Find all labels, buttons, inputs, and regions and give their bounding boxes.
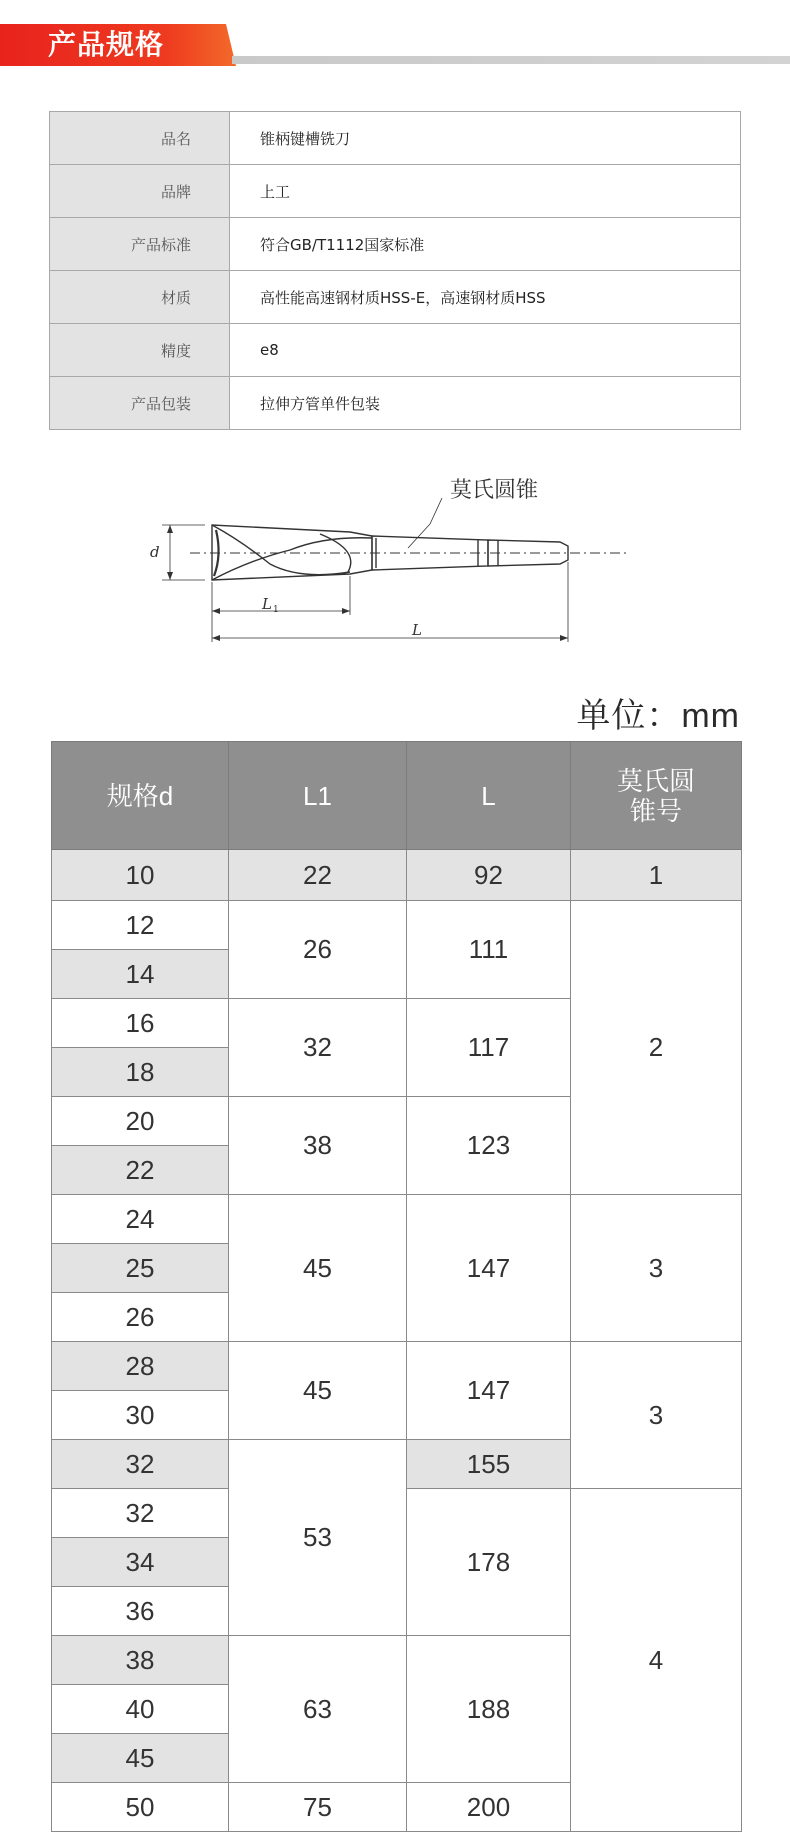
table-row bbox=[52, 1342, 742, 1391]
section-title: 产品规格 bbox=[48, 28, 165, 61]
l-label: L bbox=[412, 621, 422, 639]
cell-d: 12 bbox=[52, 901, 229, 950]
cell-d: 36 bbox=[52, 1587, 229, 1636]
cell-l: 111 bbox=[407, 901, 571, 999]
spec-key: 产品标准 bbox=[50, 218, 230, 271]
l1-subscript: 1 bbox=[273, 605, 279, 615]
cell-d: 14 bbox=[52, 950, 229, 999]
spec-row bbox=[50, 324, 741, 377]
taper-label: 莫氏圆锥 bbox=[450, 478, 539, 503]
cell-l1: 38 bbox=[229, 1097, 407, 1195]
cell-d: 28 bbox=[52, 1342, 229, 1391]
cell-d: 26 bbox=[52, 1293, 229, 1342]
header-taper-text: 莫氏圆锥号 bbox=[616, 765, 695, 826]
spec-value: 拉伸方管单件包装 bbox=[230, 377, 741, 430]
cell-l: 188 bbox=[407, 1636, 571, 1783]
spec-table bbox=[49, 111, 741, 430]
cell-l: 92 bbox=[407, 850, 571, 901]
cell-l1: 75 bbox=[229, 1783, 407, 1832]
cell-d: 32 bbox=[52, 1489, 229, 1538]
cell-l1: 63 bbox=[229, 1636, 407, 1783]
spec-value: 上工 bbox=[230, 165, 741, 218]
cell-d: 30 bbox=[52, 1391, 229, 1440]
cell-d: 22 bbox=[52, 1146, 229, 1195]
spec-row bbox=[50, 112, 741, 165]
cell-taper: 1 bbox=[571, 850, 742, 901]
header-l1: L1 bbox=[229, 742, 407, 850]
cell-d: 38 bbox=[52, 1636, 229, 1685]
spec-key: 品牌 bbox=[50, 165, 230, 218]
spec-value: e8 bbox=[230, 324, 741, 377]
cell-taper: 3 bbox=[571, 1342, 742, 1489]
d-label: d bbox=[150, 543, 160, 561]
cell-d: 18 bbox=[52, 1048, 229, 1097]
spec-row bbox=[50, 377, 741, 430]
cell-taper: 3 bbox=[571, 1195, 742, 1342]
spec-key: 品名 bbox=[50, 112, 230, 165]
section-header bbox=[0, 0, 790, 70]
cell-l1: 45 bbox=[229, 1342, 407, 1440]
spec-value: 高性能高速钢材质HSS-E，高速钢材质HSS bbox=[230, 271, 741, 324]
cell-d: 16 bbox=[52, 999, 229, 1048]
cell-d: 50 bbox=[52, 1783, 229, 1832]
header-rule bbox=[232, 56, 790, 64]
arrow-mark bbox=[212, 635, 220, 641]
arrow-mark bbox=[212, 608, 220, 614]
cell-d: 40 bbox=[52, 1685, 229, 1734]
cell-d: 32 bbox=[52, 1440, 229, 1489]
arrow-mark bbox=[560, 635, 568, 641]
header-d: 规格d bbox=[52, 742, 229, 850]
cell-l1: 22 bbox=[229, 850, 407, 901]
cell-l: 200 bbox=[407, 1783, 571, 1832]
header-l: L bbox=[407, 742, 571, 850]
cell-l: 155 bbox=[407, 1440, 571, 1489]
unit-label: 单位：mm bbox=[576, 697, 740, 735]
cell-d: 45 bbox=[52, 1734, 229, 1783]
cell-taper: 4 bbox=[571, 1489, 742, 1832]
cell-d: 34 bbox=[52, 1538, 229, 1587]
cell-l1: 32 bbox=[229, 999, 407, 1097]
spec-row bbox=[50, 165, 741, 218]
cell-l1: 26 bbox=[229, 901, 407, 999]
cell-l: 147 bbox=[407, 1195, 571, 1342]
cell-l: 178 bbox=[407, 1489, 571, 1636]
leader-line bbox=[408, 524, 430, 548]
cell-l1: 45 bbox=[229, 1195, 407, 1342]
cell-d: 20 bbox=[52, 1097, 229, 1146]
tool-diagram bbox=[150, 460, 650, 660]
cell-d: 10 bbox=[52, 850, 229, 901]
table-header-row bbox=[52, 742, 742, 850]
arrow-mark bbox=[167, 572, 173, 580]
header-taper bbox=[571, 742, 742, 850]
l1-label: L bbox=[262, 595, 272, 613]
table-row bbox=[52, 901, 742, 950]
size-table bbox=[51, 741, 742, 1832]
arrow-mark bbox=[342, 608, 350, 614]
spec-key: 产品包装 bbox=[50, 377, 230, 430]
cell-l1: 53 bbox=[229, 1440, 407, 1636]
table-row bbox=[52, 850, 742, 901]
cell-taper: 2 bbox=[571, 901, 742, 1195]
cell-l: 123 bbox=[407, 1097, 571, 1195]
leader-line bbox=[430, 498, 442, 524]
cell-d: 25 bbox=[52, 1244, 229, 1293]
arrow-mark bbox=[167, 525, 173, 533]
spec-row bbox=[50, 218, 741, 271]
spec-value: 符合GB/T1112国家标准 bbox=[230, 218, 741, 271]
cell-l: 117 bbox=[407, 999, 571, 1097]
table-row bbox=[52, 1195, 742, 1244]
flute-line bbox=[212, 525, 350, 575]
spec-row bbox=[50, 271, 741, 324]
spec-value: 锥柄键槽铣刀 bbox=[230, 112, 741, 165]
spec-key: 材质 bbox=[50, 271, 230, 324]
cell-d: 24 bbox=[52, 1195, 229, 1244]
cell-l: 147 bbox=[407, 1342, 571, 1440]
spec-key: 精度 bbox=[50, 324, 230, 377]
